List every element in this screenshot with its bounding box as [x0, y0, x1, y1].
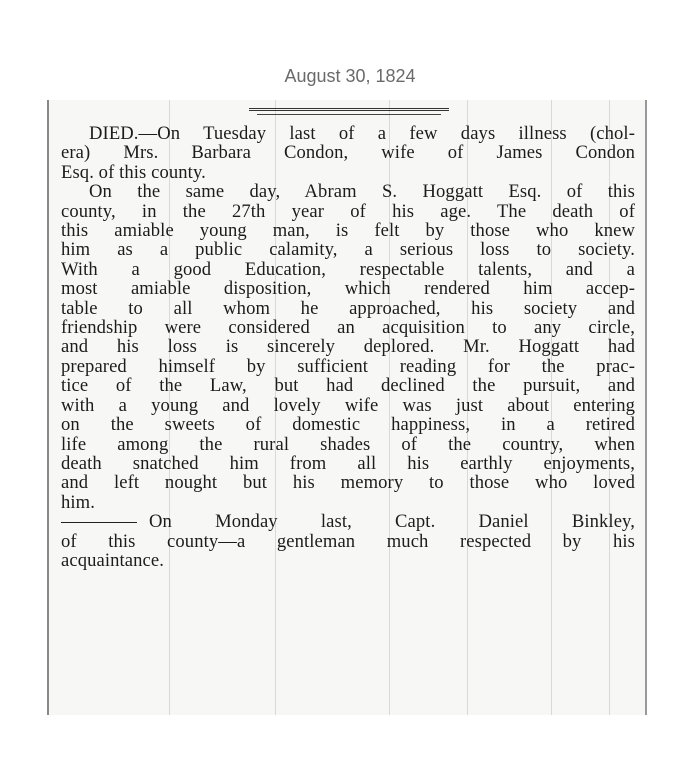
- date-heading: August 30, 1824: [284, 66, 416, 86]
- newspaper-clipping: [47, 100, 647, 715]
- masthead-rule: [249, 108, 449, 111]
- text-line: and left nought but his memory to those who loved: [61, 472, 635, 494]
- text-line: him as a public calamity, a serious loss to society.: [61, 239, 635, 261]
- text-line: table to all whom he approached, his society and: [61, 297, 635, 319]
- text-line: On Monday last, Capt. Daniel Binkley,: [149, 511, 635, 533]
- text-line: tice of the Law, but had declined the pursuit, and: [61, 375, 635, 397]
- paragraph-binkley: [61, 512, 635, 570]
- section-dash-rule: [61, 522, 137, 523]
- text-line: life among the rural shades of the country, when: [61, 433, 635, 455]
- paragraph-hoggatt: [61, 182, 635, 512]
- text-line: era) Mrs. Barbara Condon, wife of James Condon: [61, 142, 635, 164]
- text-line: prepared himself by sufficient reading for the prac-: [61, 355, 635, 377]
- text-line: friendship were considered an acquisition to any circle,: [61, 317, 635, 339]
- text-line: on the sweets of domestic happiness, in a retired: [61, 414, 635, 436]
- obituary-text: [61, 124, 635, 570]
- text-line: of this county—a gentleman much respected by his: [61, 530, 635, 552]
- text-line: and his loss is sincerely deplored. Mr. Hoggatt had: [61, 336, 635, 358]
- text-line: most amiable disposition, which rendered him accep-: [61, 278, 635, 300]
- text-line: county, in the 27th year of his age. The death of: [61, 200, 635, 222]
- paragraph-condon: [61, 124, 635, 182]
- text-line: him.: [61, 491, 95, 513]
- text-line: Esq. of this county.: [61, 161, 206, 183]
- text-line: DIED.—On Tuesday last of a few days illness (chol-: [89, 123, 635, 144]
- text-line: with a young and lovely wife was just about entering: [61, 394, 635, 416]
- text-line: With a good Education, respectable talents, and a: [61, 258, 635, 280]
- text-line: On the same day, Abram S. Hoggatt Esq. of this: [89, 181, 635, 203]
- text-line: death snatched him from all his earthly enjoyments,: [61, 452, 635, 474]
- masthead-rule-thin: [257, 114, 441, 115]
- text-line: this amiable young man, is felt by those who knew: [61, 220, 635, 242]
- text-line: acquaintance.: [61, 549, 164, 571]
